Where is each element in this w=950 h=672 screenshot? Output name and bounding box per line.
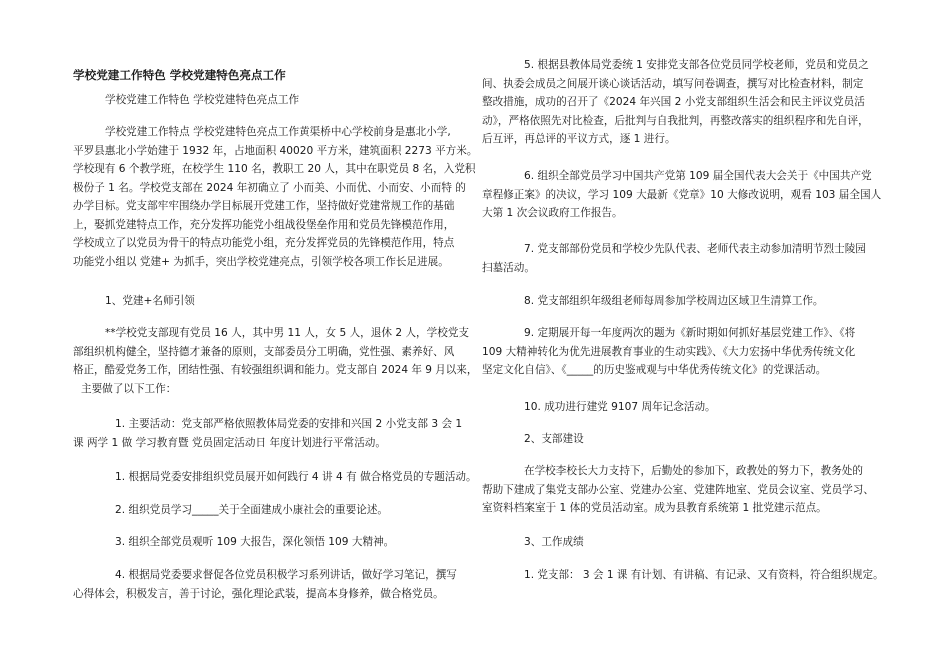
section2-paragraph [482,462,884,518]
section3-item-text: 1. 党支部： 3 会 1 课 有计划、有讲稿、有记录、又有资料，符合组织规定。 [524,569,884,581]
section1-line: 部组织机构健全，坚持德才兼备的原则，支部委员分工明确，党性强、素养好、风 [73,345,455,358]
list-item-line: 间、执委会成员之间展开谈心谈话活动，填写问卷调查，撰写对比检查材料，制定 [482,77,864,90]
section1-line: 主要做了以下工作： [81,382,177,395]
list-item-10 [482,324,884,380]
intro-paragraph [73,123,477,271]
document-title: 学校党建工作特色 学校党建特色亮点工作 [73,68,286,82]
list-item-4 [115,533,394,552]
list-item-line: 心得体会，积极发言，善于讨论，强化理论武装，提高本身修养，做合格党员。 [73,587,444,600]
section-heading-text: 1、党建+名师引领 [105,295,195,307]
list-item-line: 大第 1 次会议政府工作报告。 [482,207,623,219]
section1-paragraph [73,324,477,398]
section-heading-1 [105,292,195,311]
list-item-6 [482,56,884,149]
intro-line: 学校成立了以党员为骨干的特点功能党小组，充分发挥党员的先锋模范作用，特点 [73,237,455,249]
list-item-text: 1. 根据局党委安排组织党员展开如何践行 4 讲 4 有 做合格党员的专题活动。 [115,471,477,483]
section2-line: 室资料档案室于 1 体的党员活动室。成为县教育系统第 1 批党建示范点。 [482,502,827,514]
section-heading-text: 2、支部建设 [524,433,584,445]
list-item-2 [115,468,477,487]
list-item-11 [524,398,716,417]
list-item-line: 后互评，再总评的平议方式，逐 1 进行。 [482,133,676,145]
intro-line: 上，娶抓党建特点工作，充分发挥功能党小组战役堡垒作用和党员先锋模范作用， [73,218,455,231]
section2-line: 帮助下建成了集党支部办公室、党建办公室、党建阵地室、党员会议室、党员学习、 [482,483,874,496]
list-item-line: 动》，严格依照先对比检查，后批判与自我批判，再整改落实的组织程序和先自评， [482,114,869,127]
section1-line: **学校党支部现有党员 16 人，其中男 11 人，女 5 人，退休 2 人，学校党支 [105,327,470,339]
subtitle [105,91,299,110]
list-item-9 [524,292,824,311]
list-item-text: 8. 党支部组织年级组老师每周参加学校周边区域卫生清算工作。 [524,295,824,307]
list-item-line: 课 两学 1 做 学习教育暨 党员固定活动日 年度计划进行平常活动。 [73,436,386,449]
section3-item [524,566,886,585]
list-item-5 [73,566,477,603]
list-item-text: 2. 组织党员学习_____关于全面建成小康社会的重要论述。 [115,504,389,516]
list-item-line: 1. 主要活动：党支部严格依照教体局党委的安排和兴国 2 小党支部 3 会 1 [115,418,463,430]
section2-line: 在学校李校长大力支持下，后勤处的参加下，政教处的努力下，教务处的 [524,465,863,477]
intro-line: 极份子 1 名。学校党支部在 2024 年初确立了 小而美、小而优、小而安、小而特 的 [73,181,466,194]
section1-line: 格正，酷爱党务工作，团结性强、有较强组织调和能力。党支部自 2024 年 9 月以来， [73,364,478,376]
list-item-text: 10. 成功进行建党 9107 周年记念活动。 [524,401,716,413]
list-item-7 [482,167,884,223]
list-item-line: 扫墓活动。 [482,261,535,274]
list-item-text: 3. 组织全部党员观听 109 大报告，深化领悟 109 大精神。 [115,536,395,548]
list-item-line: 章程修正案》的决议，学习 109 大最新《党章》10 大修改说明，观看 103 届全国人 [482,188,882,201]
list-item-line: 整改措施，成功的召开了《2024 年兴国 2 小党支部组织生活会和民主评议党员活 [482,96,865,108]
list-item-8 [482,240,884,277]
list-item-line: 4. 根据局党委要求督促各位党员积极学习系列讲话，做好学习笔记，撰写 [115,569,457,581]
section-heading-2 [524,430,584,449]
list-item-line: 5. 根据县教体局党委统 1 安排党支部各位党员同学校老师，党员和党员之 [524,59,869,71]
list-item-3 [115,501,388,520]
section-heading-3 [524,533,584,552]
intro-line: 办学目标。党支部牢牢围绕办学目标展开党建工作，坚持做好党建常规工作的基础 [73,200,455,212]
intro-line: 学校现有 6 个教学班，在校学生 110 名，教职工 20 人，其中在职党员 8 名，入党积 [73,163,476,175]
list-item-line: 109 大精神转化为优先进展教育事业的生动实践》、《大力宏扬中华优秀传统文化 [482,345,856,358]
subtitle-text: 学校党建工作特色 学校党建特色亮点工作 [105,94,300,106]
intro-line: 功能党小组以 党建+ 为抓手，突出学校党建亮点，引领学校各项工作长足进展。 [73,255,449,268]
intro-line: 学校党建工作特点 学校党建特色亮点工作黄渠桥中心学校前身是惠北小学, [105,126,451,138]
list-item-1 [73,415,477,452]
list-item-line: 坚定文化自信》、《_____的历史鉴戒观与中华优秀传统文化》的党课活动。 [482,364,827,376]
list-item-line: 7. 党支部部份党员和学校少先队代表、老师代表主动参加清明节烈士陵园 [524,243,866,255]
intro-line: 平罗县惠北小学始建于 1932 年，占地面积 40020 平方米，建筑面积 2273 平方米。 [73,144,478,157]
list-item-line: 9. 定期展开每一年度两次的题为《新时期如何抓好基层党建工作》、《将 [524,327,856,339]
list-item-line: 6. 组织全部党员学习中国共产党第 109 届全国代表大会关于《中国共产党 [524,170,872,182]
section-heading-text: 3、工作成绩 [524,536,584,548]
